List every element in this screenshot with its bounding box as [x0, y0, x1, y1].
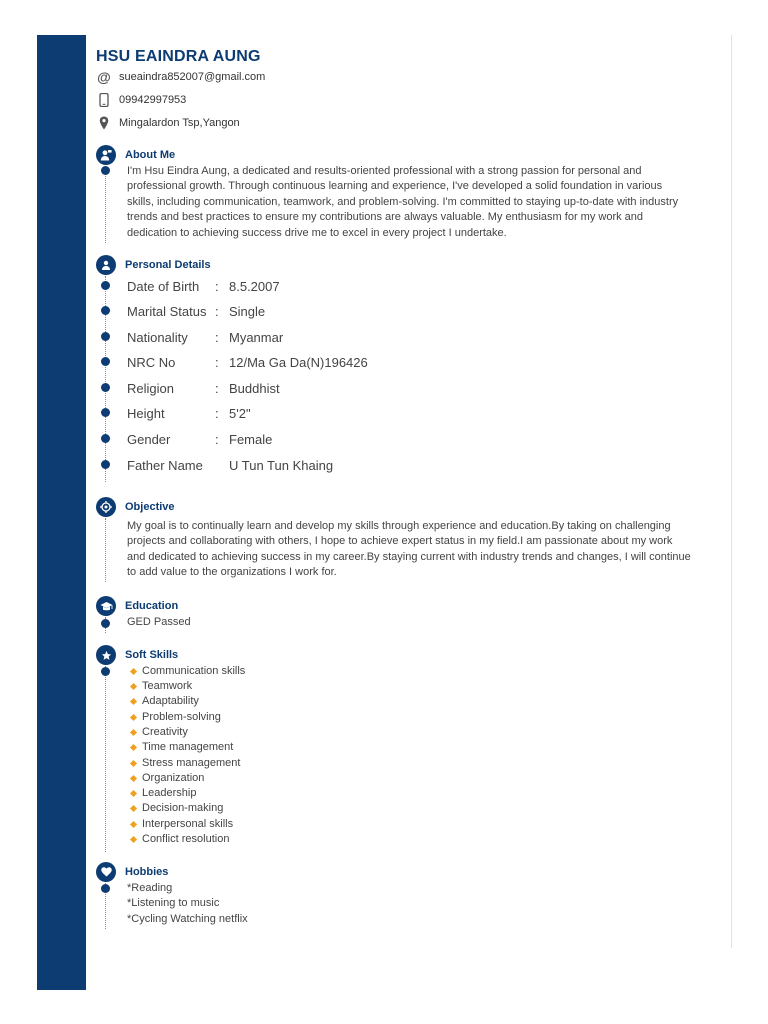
education-item: GED Passed: [127, 616, 191, 628]
detail-colon: :: [215, 380, 219, 396]
skill-label: Creativity: [142, 726, 188, 738]
skill-label: Interpersonal skills: [142, 818, 234, 830]
timeline-dot: [101, 281, 110, 290]
bullet-diamond-icon: [130, 774, 137, 781]
bullet-diamond-icon: [130, 728, 137, 735]
detail-value: 5'2": [229, 405, 251, 421]
skill-item: [131, 818, 233, 830]
bullet-diamond-icon: [130, 743, 137, 750]
phone-row: [96, 92, 186, 108]
detail-row-religion: [127, 379, 280, 397]
phone-text: 09942997953: [119, 94, 187, 106]
timeline-dot: [101, 460, 110, 469]
section-about: [96, 145, 175, 165]
skill-item: [131, 726, 188, 738]
skill-label: Decision-making: [142, 802, 224, 814]
about-line: skills, including communication, teamwork, and problem-solving. I'm committed to staying up-to-date with industry: [127, 195, 679, 208]
skill-item: [131, 757, 240, 769]
hobby-item: *Cycling Watching netflix: [127, 913, 248, 925]
section-soft-skills: [96, 645, 178, 665]
at-sign-icon: @: [97, 69, 111, 85]
bullet-diamond-icon: [130, 697, 137, 704]
left-accent-bar: [37, 35, 86, 990]
section-education: [96, 596, 178, 616]
skill-item: [131, 665, 245, 677]
person-icon: [96, 255, 116, 275]
bullet-diamond-icon: [130, 820, 137, 827]
detail-value: 12/Ma Ga Da(N)196426: [229, 354, 368, 370]
section-personal: [96, 255, 211, 275]
location-text: Mingalardon Tsp,Yangon: [119, 117, 240, 129]
skill-item: [131, 772, 204, 784]
detail-value: Buddhist: [229, 380, 280, 396]
timeline-dot: [101, 619, 110, 628]
detail-colon: :: [215, 303, 219, 319]
star-icon: [96, 645, 116, 665]
detail-value: Myanmar: [229, 329, 284, 345]
detail-colon: :: [215, 354, 219, 370]
skill-label: Stress management: [142, 757, 241, 769]
bullet-diamond-icon: [130, 682, 137, 689]
detail-value: Female: [229, 431, 273, 447]
target-icon: [96, 497, 116, 517]
skill-label: Teamwork: [142, 680, 193, 692]
timeline-line: [105, 518, 106, 582]
timeline-dot: [101, 306, 110, 315]
location-row: [96, 115, 240, 131]
objective-line: to add value to the organizations I work for.: [127, 566, 337, 579]
detail-row-nrc: [127, 353, 368, 371]
detail-colon: :: [215, 405, 219, 421]
person-bubble-icon: [96, 145, 116, 165]
section-title-education: Education: [125, 600, 179, 612]
heart-icon: [96, 862, 116, 882]
skill-label: Communication skills: [142, 665, 246, 677]
timeline-line: [105, 666, 106, 852]
timeline-dot: [101, 408, 110, 417]
detail-row-father: [127, 456, 333, 474]
skill-item: [131, 741, 233, 753]
section-objective: [96, 497, 175, 517]
detail-colon: :: [215, 278, 219, 294]
hobby-item: *Reading: [127, 882, 173, 894]
skill-item: [131, 833, 229, 845]
objective-line: My goal is to continually learn and develop my skills through experience and education.By taking on challenging: [127, 520, 671, 532]
detail-colon: :: [215, 329, 219, 345]
detail-colon: :: [215, 431, 219, 447]
timeline-dot: [101, 667, 110, 676]
section-title-objective: Objective: [125, 501, 175, 513]
skill-item: [131, 787, 196, 799]
objective-line: and dedicated to achieving success in my career.By staying current with industry trends and changes, I will continue: [127, 550, 691, 563]
timeline-dot: [101, 166, 110, 175]
section-title-soft-skills: Soft Skills: [125, 649, 179, 661]
about-paragraph: [127, 164, 678, 241]
detail-value: U Tun Tun Khaing: [229, 457, 334, 473]
skill-label: Time management: [142, 741, 234, 753]
detail-label: Gender: [127, 431, 171, 447]
bullet-diamond-icon: [130, 759, 137, 766]
right-rule: [731, 35, 732, 948]
detail-label: Nationality: [127, 329, 188, 345]
section-title-personal: Personal Details: [125, 259, 211, 271]
skill-item: [131, 680, 192, 692]
email-row: [96, 69, 265, 85]
detail-row-marital: [127, 302, 265, 320]
skill-label: Leadership: [142, 787, 197, 799]
timeline-dot: [101, 383, 110, 392]
timeline-dot: [101, 332, 110, 341]
detail-row-gender: [127, 430, 272, 448]
timeline-dot: [101, 434, 110, 443]
section-title-about: About Me: [125, 149, 176, 161]
skill-label: Adaptability: [142, 695, 199, 707]
map-pin-icon: [96, 115, 112, 131]
section-title-hobbies: Hobbies: [125, 866, 169, 878]
detail-row-nationality: [127, 328, 283, 346]
bullet-diamond-icon: [130, 835, 137, 842]
detail-label: Date of Birth: [127, 278, 200, 294]
bullet-diamond-icon: [130, 804, 137, 811]
skill-label: Conflict resolution: [142, 833, 230, 845]
detail-row-height: [127, 404, 251, 422]
bullet-diamond-icon: [130, 713, 137, 720]
bullet-diamond-icon: [130, 667, 137, 674]
email-text: sueaindra852007@gmail.com: [119, 71, 266, 83]
timeline-dot: [101, 884, 110, 893]
bullet-diamond-icon: [130, 789, 137, 796]
skill-item: [131, 695, 199, 707]
about-line: I'm Hsu Eindra Aung, a dedicated and results-oriented professional with a strong passion for personal and: [127, 165, 642, 177]
detail-label: Father Name: [127, 457, 203, 473]
graduation-cap-icon: [96, 596, 116, 616]
about-line: dedication to achieving success drive me to excel in every project I undertake.: [127, 226, 507, 239]
person-name: HSU EAINDRA AUNG: [96, 48, 261, 65]
skill-label: Problem-solving: [142, 711, 221, 723]
objective-line: projects and collaborating with others, I hope to achieve expert status in my field.I am passionate about my work: [127, 535, 673, 548]
timeline-dot: [101, 357, 110, 366]
about-line: trends and best practices to ensure my contributions are always valuable. My enthusiasm for my work and: [127, 211, 644, 224]
timeline-line: [105, 166, 106, 243]
section-hobbies: [96, 862, 168, 882]
detail-label: Height: [127, 405, 165, 421]
detail-label: Religion: [127, 380, 174, 396]
detail-row-dob: [127, 277, 280, 295]
objective-paragraph: [127, 519, 691, 581]
skill-label: Organization: [142, 772, 205, 784]
about-line: professional growth. Through continuous learning and experience, I've developed a solid foundation in various: [127, 180, 663, 193]
skill-item: [131, 711, 221, 723]
skill-item: [131, 802, 223, 814]
detail-label: Marital Status: [127, 303, 207, 319]
detail-value: 8.5.2007: [229, 278, 280, 294]
detail-label: NRC No: [127, 354, 176, 370]
detail-value: Single: [229, 303, 266, 319]
phone-icon: [96, 92, 112, 108]
hobby-item: *Listening to music: [127, 897, 220, 909]
